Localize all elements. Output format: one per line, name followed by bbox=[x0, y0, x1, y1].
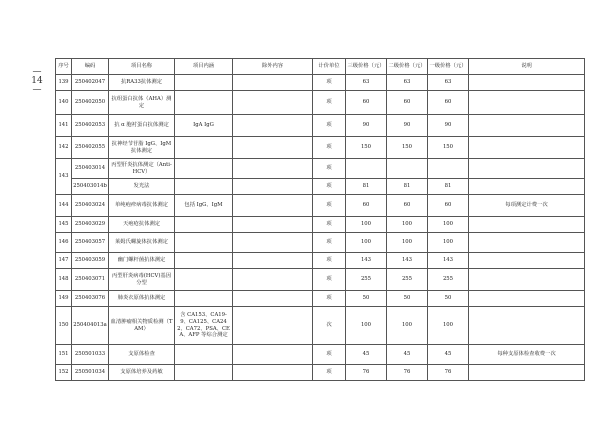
cell-price1: 100 bbox=[428, 217, 469, 233]
col-header-code: 编码 bbox=[72, 59, 109, 75]
cell-note: 每项测定计费一次 bbox=[469, 195, 585, 217]
cell-code: 250404013a bbox=[72, 307, 109, 345]
cell-unit: 项 bbox=[313, 195, 346, 217]
cell-exclusion bbox=[233, 179, 313, 195]
cell-content: IgA IgG bbox=[175, 115, 233, 137]
cell-no: 139 bbox=[56, 75, 72, 91]
table-row bbox=[56, 307, 585, 345]
cell-price2 bbox=[387, 159, 428, 179]
cell-name: 抗RA33抗体测定 bbox=[109, 75, 175, 91]
header-row bbox=[56, 59, 585, 75]
cell-price2: 100 bbox=[387, 233, 428, 253]
cell-name: 抗组蛋白抗体（AHA）测定 bbox=[109, 91, 175, 115]
cell-code: 250402047 bbox=[72, 75, 109, 91]
cell-price2: 45 bbox=[387, 345, 428, 365]
cell-exclusion bbox=[233, 345, 313, 365]
cell-no: 152 bbox=[56, 365, 72, 381]
cell-price1: 76 bbox=[428, 365, 469, 381]
cell-price2: 60 bbox=[387, 195, 428, 217]
col-header-price3: 三级价格（元） bbox=[346, 59, 387, 75]
cell-price2: 81 bbox=[387, 179, 428, 195]
cell-code: 250403076 bbox=[72, 291, 109, 307]
cell-price1: 81 bbox=[428, 179, 469, 195]
cell-price3: 63 bbox=[346, 75, 387, 91]
table-row bbox=[56, 365, 585, 381]
cell-price3: 60 bbox=[346, 91, 387, 115]
cell-price1: 90 bbox=[428, 115, 469, 137]
page-number-dash-top: — bbox=[32, 67, 42, 77]
cell-price1: 150 bbox=[428, 137, 469, 159]
cell-price3: 50 bbox=[346, 291, 387, 307]
col-header-note: 说明 bbox=[469, 59, 585, 75]
col-header-name: 项目名称 bbox=[109, 59, 175, 75]
cell-price2: 150 bbox=[387, 137, 428, 159]
cell-price1: 100 bbox=[428, 233, 469, 253]
cell-content bbox=[175, 345, 233, 365]
table-row bbox=[56, 137, 585, 159]
cell-code: 250403071 bbox=[72, 269, 109, 291]
cell-unit: 项 bbox=[313, 91, 346, 115]
cell-price3: 90 bbox=[346, 115, 387, 137]
cell-content bbox=[175, 269, 233, 291]
cell-price3: 45 bbox=[346, 345, 387, 365]
table-row bbox=[56, 159, 585, 179]
cell-exclusion bbox=[233, 253, 313, 269]
cell-unit: 次 bbox=[313, 307, 346, 345]
cell-no: 144 bbox=[56, 195, 72, 217]
table-row bbox=[56, 291, 585, 307]
cell-note bbox=[469, 137, 585, 159]
cell-content: 含 CA153、CA19-9、CA125、CA242、CA72、PSA、CEA、AFP 等综合测定 bbox=[175, 307, 233, 345]
cell-price3 bbox=[346, 159, 387, 179]
cell-unit: 项 bbox=[313, 159, 346, 179]
col-header-content: 项目内涵 bbox=[175, 59, 233, 75]
cell-name: 天疱疮抗体测定 bbox=[109, 217, 175, 233]
cell-exclusion bbox=[233, 159, 313, 179]
cell-code: 250402053 bbox=[72, 115, 109, 137]
cell-no: 147 bbox=[56, 253, 72, 269]
cell-code: 250403024 bbox=[72, 195, 109, 217]
cell-note bbox=[469, 307, 585, 345]
table-row bbox=[56, 233, 585, 253]
cell-price1: 60 bbox=[428, 91, 469, 115]
page-number-value: 14 bbox=[31, 76, 43, 86]
cell-content bbox=[175, 253, 233, 269]
cell-no: 151 bbox=[56, 345, 72, 365]
cell-price1: 63 bbox=[428, 75, 469, 91]
cell-note bbox=[469, 115, 585, 137]
cell-exclusion bbox=[233, 307, 313, 345]
cell-unit: 项 bbox=[313, 269, 346, 291]
cell-no: 140 bbox=[56, 91, 72, 115]
cell-content bbox=[175, 159, 233, 179]
cell-price2: 143 bbox=[387, 253, 428, 269]
cell-name: 单纯疱疹病毒抗体测定 bbox=[109, 195, 175, 217]
cell-exclusion bbox=[233, 115, 313, 137]
cell-code: 250403057 bbox=[72, 233, 109, 253]
table-row bbox=[56, 345, 585, 365]
cell-price2: 76 bbox=[387, 365, 428, 381]
table-row bbox=[56, 115, 585, 137]
cell-note bbox=[469, 253, 585, 269]
cell-note: 每种支原体检查收费一次 bbox=[469, 345, 585, 365]
cell-unit: 项 bbox=[313, 137, 346, 159]
cell-price1: 60 bbox=[428, 195, 469, 217]
cell-price1: 255 bbox=[428, 269, 469, 291]
cell-name: 血清肿瘤相关物质检测（TAM） bbox=[109, 307, 175, 345]
cell-note bbox=[469, 217, 585, 233]
cell-exclusion bbox=[233, 91, 313, 115]
cell-name: 发光法 bbox=[109, 179, 175, 195]
cell-no: 142 bbox=[56, 137, 72, 159]
cell-unit: 项 bbox=[313, 365, 346, 381]
cell-unit: 项 bbox=[313, 75, 346, 91]
price-table bbox=[55, 58, 585, 381]
col-header-unit: 计价单位 bbox=[313, 59, 346, 75]
cell-exclusion bbox=[233, 217, 313, 233]
cell-exclusion bbox=[233, 75, 313, 91]
cell-note bbox=[469, 159, 585, 179]
cell-code: 250402050 bbox=[72, 91, 109, 115]
cell-price2: 63 bbox=[387, 75, 428, 91]
cell-code: 250403029 bbox=[72, 217, 109, 233]
cell-name: 支原体检查 bbox=[109, 345, 175, 365]
cell-content bbox=[175, 75, 233, 91]
col-header-exclusion: 除外内容 bbox=[233, 59, 313, 75]
cell-exclusion bbox=[233, 365, 313, 381]
cell-name: 莱姆氏螺旋体抗体测定 bbox=[109, 233, 175, 253]
cell-price3: 255 bbox=[346, 269, 387, 291]
cell-price3: 100 bbox=[346, 233, 387, 253]
cell-no: 149 bbox=[56, 291, 72, 307]
cell-unit: 项 bbox=[313, 253, 346, 269]
cell-price3: 60 bbox=[346, 195, 387, 217]
cell-unit: 项 bbox=[313, 179, 346, 195]
cell-unit: 项 bbox=[313, 345, 346, 365]
cell-name: 抗神经节苷脂 IgG、IgM抗体测定 bbox=[109, 137, 175, 159]
cell-exclusion bbox=[233, 291, 313, 307]
cell-note bbox=[469, 75, 585, 91]
cell-code: 250403059 bbox=[72, 253, 109, 269]
cell-no: 150 bbox=[56, 307, 72, 345]
table-row bbox=[56, 269, 585, 291]
cell-exclusion bbox=[233, 269, 313, 291]
table-row bbox=[56, 253, 585, 269]
cell-note bbox=[469, 91, 585, 115]
cell-name: 丙型肝炎抗体测定（Anti-HCV） bbox=[109, 159, 175, 179]
cell-name: 支原体培养及药敏 bbox=[109, 365, 175, 381]
cell-price3: 81 bbox=[346, 179, 387, 195]
cell-name: 抗 α 胞衬蛋白抗体测定 bbox=[109, 115, 175, 137]
col-header-price2: 二级价格（元） bbox=[387, 59, 428, 75]
cell-no: 145 bbox=[56, 217, 72, 233]
cell-note bbox=[469, 233, 585, 253]
cell-price3: 100 bbox=[346, 217, 387, 233]
cell-note bbox=[469, 269, 585, 291]
cell-note bbox=[469, 291, 585, 307]
page-number bbox=[30, 68, 44, 95]
cell-content bbox=[175, 91, 233, 115]
cell-no: 146 bbox=[56, 233, 72, 253]
cell-name: 肺炎衣原体抗体测定 bbox=[109, 291, 175, 307]
cell-content bbox=[175, 291, 233, 307]
cell-content bbox=[175, 233, 233, 253]
cell-name: 幽门螺杆菌抗体测定 bbox=[109, 253, 175, 269]
cell-price3: 100 bbox=[346, 307, 387, 345]
cell-price1: 143 bbox=[428, 253, 469, 269]
col-header-price1: 一级价格（元） bbox=[428, 59, 469, 75]
cell-price2: 100 bbox=[387, 217, 428, 233]
cell-content bbox=[175, 179, 233, 195]
cell-price2: 50 bbox=[387, 291, 428, 307]
cell-content bbox=[175, 217, 233, 233]
table-row bbox=[56, 75, 585, 91]
cell-exclusion bbox=[233, 137, 313, 159]
cell-code: 250501034 bbox=[72, 365, 109, 381]
cell-price3: 76 bbox=[346, 365, 387, 381]
cell-price2: 90 bbox=[387, 115, 428, 137]
cell-exclusion bbox=[233, 195, 313, 217]
cell-price1 bbox=[428, 159, 469, 179]
cell-note bbox=[469, 179, 585, 195]
cell-no: 148 bbox=[56, 269, 72, 291]
cell-unit: 项 bbox=[313, 233, 346, 253]
cell-unit: 项 bbox=[313, 115, 346, 137]
cell-price2: 60 bbox=[387, 91, 428, 115]
cell-unit: 项 bbox=[313, 291, 346, 307]
table-row bbox=[56, 179, 585, 195]
cell-exclusion bbox=[233, 233, 313, 253]
cell-price2: 255 bbox=[387, 269, 428, 291]
table-row bbox=[56, 91, 585, 115]
cell-name: 丙型肝炎病毒(HCV)基因分型 bbox=[109, 269, 175, 291]
cell-content bbox=[175, 137, 233, 159]
cell-price3: 150 bbox=[346, 137, 387, 159]
table-row bbox=[56, 217, 585, 233]
cell-code: 250402055 bbox=[72, 137, 109, 159]
cell-price3: 143 bbox=[346, 253, 387, 269]
cell-code: 250501033 bbox=[72, 345, 109, 365]
cell-price1: 45 bbox=[428, 345, 469, 365]
table-row bbox=[56, 195, 585, 217]
col-header-no: 序号 bbox=[56, 59, 72, 75]
cell-unit: 项 bbox=[313, 217, 346, 233]
cell-note bbox=[469, 365, 585, 381]
cell-code: 250403014b bbox=[72, 179, 109, 195]
page-number-dash-bottom: — bbox=[32, 85, 42, 95]
cell-price2: 100 bbox=[387, 307, 428, 345]
cell-price1: 50 bbox=[428, 291, 469, 307]
cell-no: 141 bbox=[56, 115, 72, 137]
cell-price1: 100 bbox=[428, 307, 469, 345]
cell-content: 包括 IgG、IgM bbox=[175, 195, 233, 217]
cell-code: 250403014 bbox=[72, 159, 109, 179]
cell-content bbox=[175, 365, 233, 381]
cell-no: 143 bbox=[56, 159, 72, 195]
